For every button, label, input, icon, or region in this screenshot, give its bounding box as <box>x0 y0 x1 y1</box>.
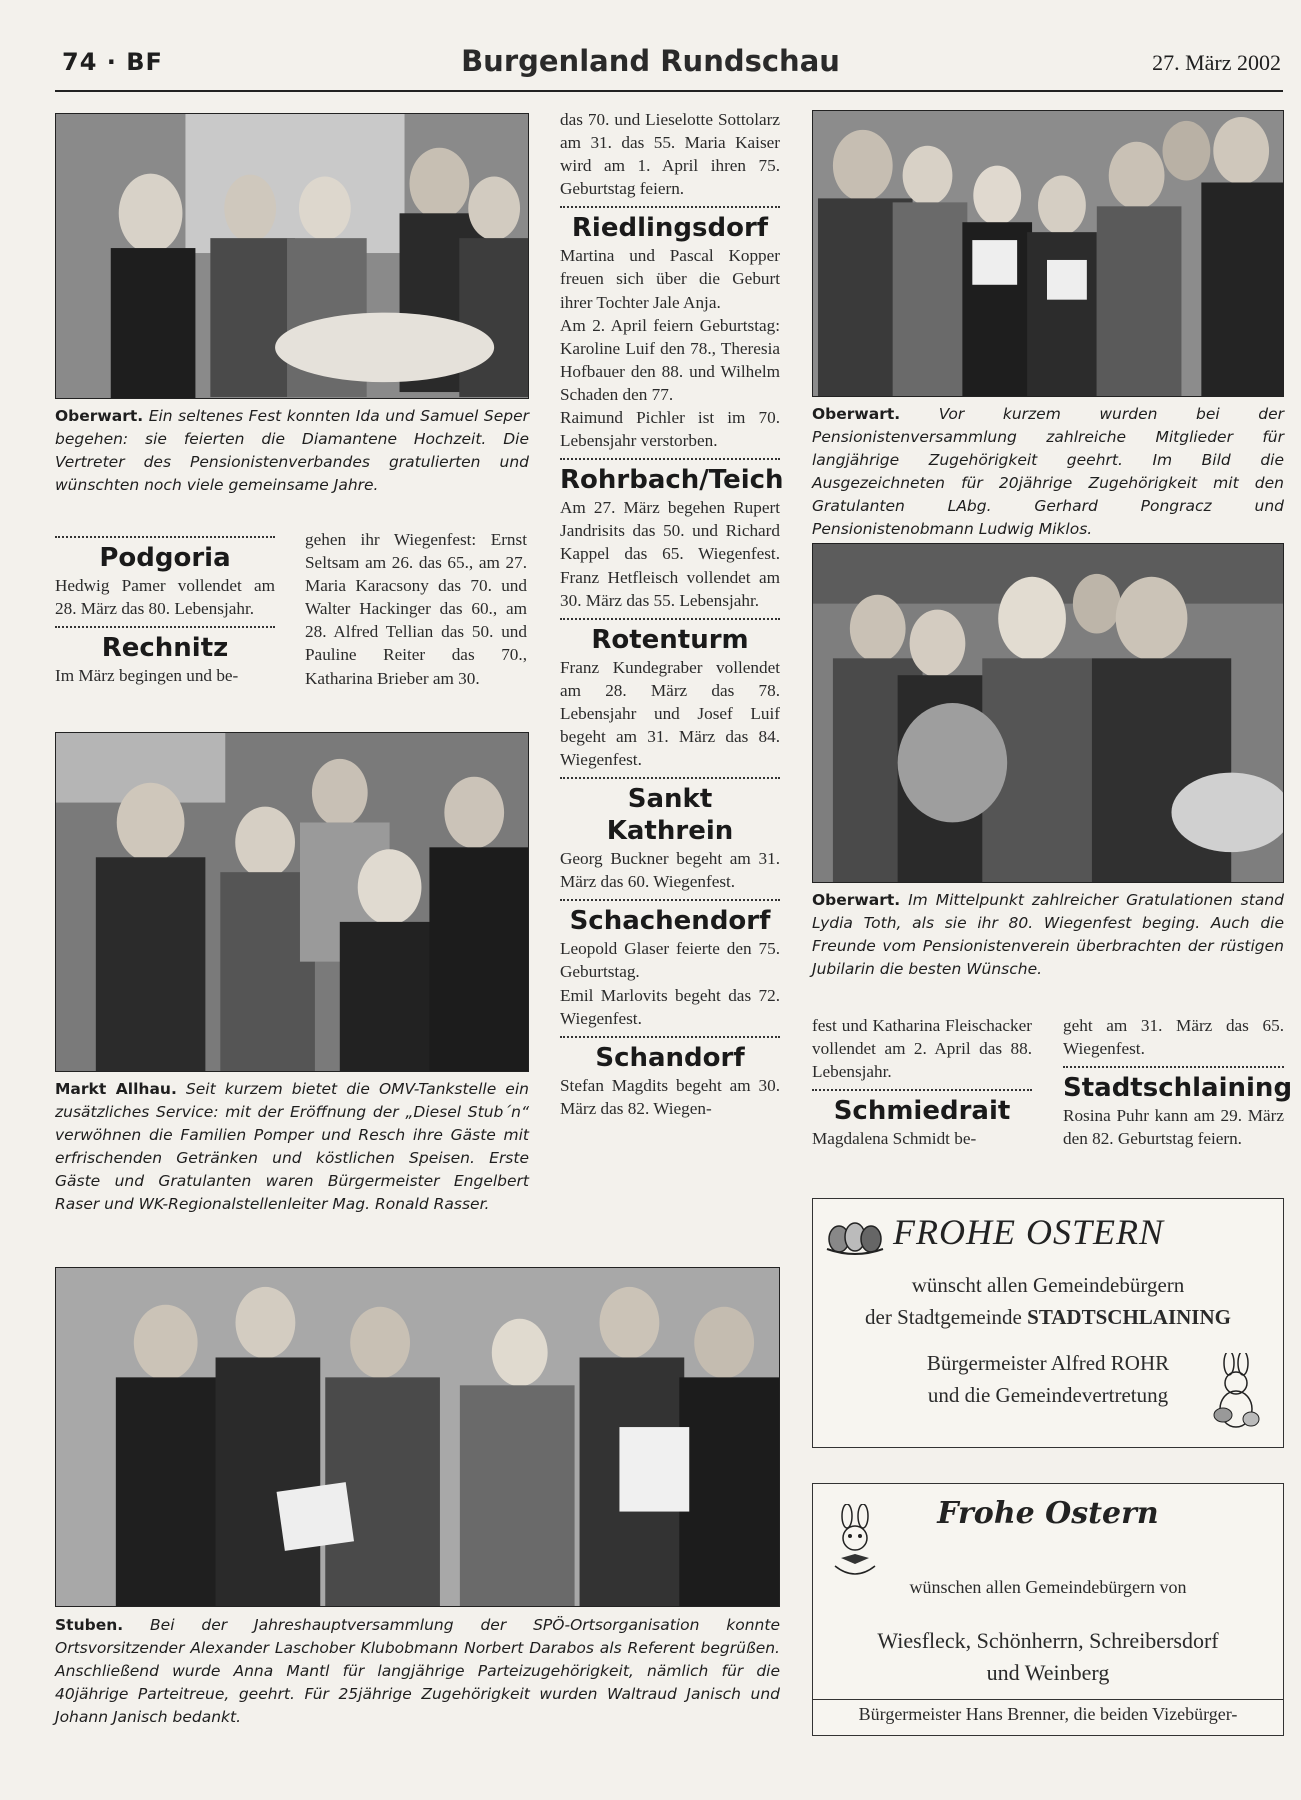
ad-signature: und die Gemeindevertretung <box>927 1383 1169 1407</box>
article-riedlingsdorf-birthdays: Am 2. April feiern Geburtstag: Karoline Luif den 78., Theresia Hofbauer den 88. und Wilhelm Schaden den 77. <box>560 315 780 404</box>
ad-title: FROHE OSTERN <box>893 1212 1164 1252</box>
caption-text: Vor kurzem wurden bei der Pensionistenversammlung zahlreiche Mitglieder für langjährige Zugehörigkeit geehrt. Im Bild die Ausgezeichneten für 20jährige Zugehörigkeit mit den Gratulanten LAbg. Gerhard Pongracz und Pensionistenobmann Ludwig Miklos. <box>812 405 1284 538</box>
article-schmiedrait: Magdalena Schmidt be- <box>812 1129 977 1149</box>
town-heading-schandorf: Schandorf <box>595 1042 745 1073</box>
caption-photo2 <box>55 1078 529 1216</box>
town-heading-sankt-kathrein: Sankt Kathrein <box>606 784 734 847</box>
town-heading-rohrbach: Rohrbach/Teich <box>560 465 784 496</box>
caption-place: Stuben. <box>55 1616 124 1634</box>
article-stadtschlaining: Rosina Puhr kann am 29. März den 82. Geburtstag feiern. <box>1063 1106 1284 1149</box>
article-rechnitz-cont: gehen ihr Wiegenfest: Ernst Seltsam am 26. das 65., am 27. Maria Karacsony das 70. und Walter Hackinger das 60., am 28. Alfred Tellian das 50. und Pauline Reiter das 70., Katharina Brieber am 30. <box>305 530 527 688</box>
town-heading-stadtschlaining: Stadtschlaining <box>1063 1073 1293 1104</box>
article-podgoria: Hedwig Pamer vollendet am 28. März das 80. Lebensjahr. <box>55 576 275 619</box>
divider <box>560 206 780 208</box>
article-rohrbach: Am 27. März begehen Rupert Jandrisits das 50. und Richard Kappel das 65. Wiegenfest. Franz Hetfleisch vollendet am 30. März das 55. Lebensjahr. <box>560 498 780 610</box>
ad-frohe-ostern-wiesfleck <box>812 1483 1284 1736</box>
ad-line <box>813 1301 1283 1333</box>
town-heading-schmiedrait: Schmiedrait <box>833 1096 1011 1127</box>
town-heading-rechnitz: Rechnitz <box>101 633 229 664</box>
easter-bunny-icon <box>1207 1353 1267 1433</box>
article-schandorf: Stefan Magdits begeht am 30. März das 82. Wiegen- <box>560 1075 780 1118</box>
article-continued: das 70. und Lieselotte Sottolarz am 31. das 55. Maria Kaiser wird am 1. April ihren 75. Geburtstag feiern. <box>560 110 780 199</box>
divider <box>560 899 780 901</box>
article-schachendorf-marlovits: Emil Marlovits begeht das 72. Wiegenfest. <box>560 985 780 1028</box>
town-heading-rotenturm: Rotenturm <box>591 624 749 655</box>
caption-place: Oberwart. <box>55 407 144 425</box>
divider <box>812 1089 1032 1091</box>
caption-place: Markt Allhau. <box>55 1080 177 1098</box>
divider <box>560 777 780 779</box>
caption-text: Seit kurzem bietet die OMV-Tankstelle ein zusätzliches Service: mit der Eröffnung der „Diesel Stub´n“ verwöhnen die Familien Pomper und Resch ihre Gäste mit erfrischenden Getränken und köstlichen Speisen. Erste Gäste und Gratulanten waren Bürgermeister Engelbert Raser und WK-Regionalstellenleiter Mag. Ronald Rasser. <box>55 1080 529 1213</box>
article-rotenturm: Franz Kundegraber vollendet am 28. März das 78. Lebensjahr und Josef Luif begeht am 31. März das 84. Wiegenfest. <box>560 657 780 770</box>
caption-place: Oberwart. <box>812 891 901 909</box>
photo-diesel-stubn <box>55 732 529 1072</box>
easter-eggs-icon <box>825 1217 885 1257</box>
divider <box>560 618 780 620</box>
divider <box>1063 1066 1284 1068</box>
photo-diamond-wedding <box>55 113 529 399</box>
left-subcolumn-a <box>55 530 275 687</box>
divider <box>560 1036 780 1038</box>
caption-place: Oberwart. <box>812 405 901 423</box>
ad-signature: Bürgermeister Alfred ROHR <box>926 1351 1170 1375</box>
divider <box>55 536 275 538</box>
photo-spoe-stuben <box>55 1267 780 1607</box>
easter-bunny-icon <box>825 1504 885 1584</box>
article-riedlingsdorf-birth: Martina und Pascal Kopper freuen sich über die Geburt ihrer Tochter Jale Anja. <box>560 246 780 312</box>
town-heading-riedlingsdorf: Riedlingsdorf <box>571 213 769 244</box>
photo-lydia-toth <box>812 543 1284 883</box>
ad-signature: Bürgermeister Hans Brenner, die beiden Vizebürger- <box>858 1704 1238 1724</box>
ad-towns: und Weinberg <box>986 1660 1110 1685</box>
caption-photo4 <box>812 403 1284 541</box>
article-riedlingsdorf-death: Raimund Pichler ist im 70. Lebensjahr verstorben. <box>560 408 780 451</box>
middle-column <box>560 108 784 1120</box>
town-heading-schachendorf: Schachendorf <box>569 906 771 937</box>
right-subcolumn-b <box>1063 1014 1293 1150</box>
article-schachendorf-glaser: Leopold Glaser feierte den 75. Geburtstag. <box>560 939 780 982</box>
article-rechnitz: Im März begingen und be- <box>55 666 239 686</box>
divider <box>560 458 780 460</box>
caption-text: Im Mittelpunkt zahlreicher Gratulationen stand Lydia Toth, als sie ihr 80. Wiegenfest beging. Auch die Freunde vom Pensionistenverein überbrachten der rüstigen Jubilarin die besten Wünsche. <box>812 891 1284 978</box>
caption-text: Ein seltenes Fest konnten Ida und Samuel Seper begehen: sie feierten die Diamantene Hochzeit. Die Vertreter des Pensionistenverbandes gratulierten und wünschten noch viele gemeinsame Jahre. <box>55 407 529 494</box>
caption-text: Bei der Jahreshauptversammlung der SPÖ-Ortsorganisation konnte Ortsvorsitzender Alexander Laschober Klubobmann Norbert Darabos als Referent begrüßen. Anschließend wurde Anna Mantl für langjährige Parteizugehörigkeit, nämlich für die 40jährige Parteitreue, geehrt. Für 25jährige Zugehörigkeit wurden Waltraud Janisch und Johann Janisch bedankt. <box>55 1616 780 1726</box>
ad-town-name: STADTSCHLAINING <box>1027 1305 1231 1329</box>
article-sankt-kathrein: Georg Buckner begeht am 31. März das 60. Wiegenfest. <box>560 849 780 892</box>
ad-line-text: der Stadtgemeinde <box>865 1305 1022 1329</box>
town-heading-podgoria: Podgoria <box>99 543 231 573</box>
ad-towns: Wiesfleck, Schönherrn, Schreibersdorf <box>877 1628 1219 1653</box>
article-schandorf-cont: fest und Katharina Fleischacker vollendet am 2. April das 88. Lebensjahr. <box>812 1016 1032 1082</box>
photo-pensioners-honoured <box>812 110 1284 397</box>
ad-title: Frohe Ostern <box>937 1496 1159 1531</box>
header-rule <box>55 90 1283 92</box>
caption-photo1 <box>55 405 529 497</box>
caption-photo3 <box>55 1614 780 1729</box>
ad-line: wünscht allen Gemeindebürgern <box>911 1273 1185 1297</box>
ad-line: wünschen allen Gemeindebürgern von <box>909 1577 1187 1597</box>
issue-date: 27. März 2002 <box>1152 50 1281 75</box>
page-number: 74 · BF <box>62 48 163 76</box>
divider <box>55 626 275 628</box>
article-schmiedrait-cont: geht am 31. März das 65. Wiegenfest. <box>1063 1016 1284 1059</box>
newspaper-title: Burgenland Rundschau <box>461 44 840 78</box>
right-subcolumn-a <box>812 1014 1032 1150</box>
caption-photo5 <box>812 889 1284 981</box>
ad-frohe-ostern-stadtschlaining <box>812 1198 1284 1448</box>
